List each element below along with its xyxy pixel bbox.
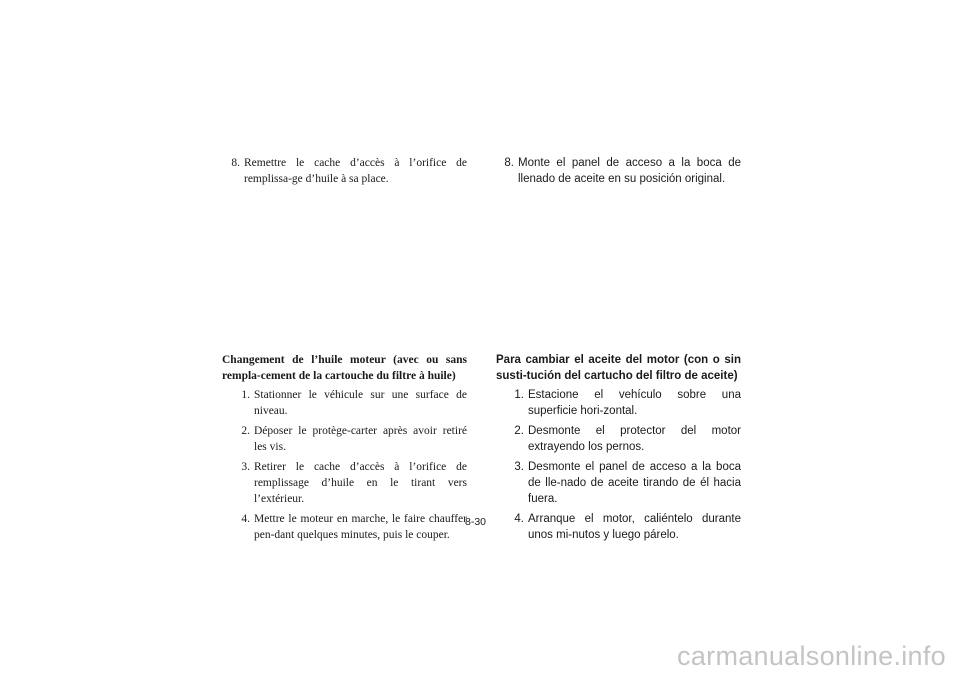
item-number: 4.	[241, 513, 250, 525]
fr-step-8-block	[222, 155, 467, 191]
item-text: Mettre le moteur en marche, le faire chauffer pen-dant quelques minutes, puis le couper.	[254, 513, 467, 541]
list-item	[506, 459, 741, 507]
list-item	[506, 511, 741, 543]
item-number: 1.	[241, 389, 250, 401]
es-oil-change-section	[496, 352, 741, 547]
item-text: Arranque el motor, caliéntelo durante unos mi-nutos y luego párelo.	[528, 513, 741, 541]
steps-list	[222, 387, 467, 543]
section-heading: Para cambiar el aceite del motor (con o sin susti-tución del cartucho del filtro de aceite)	[496, 354, 741, 382]
item-text: Desmonte el protector del motor extrayendo los pernos.	[528, 425, 741, 453]
item-number: 3.	[241, 461, 250, 473]
item-number: 3.	[514, 461, 524, 473]
watermark: carmanualsonline.info	[677, 641, 946, 671]
item-number: 2.	[514, 425, 524, 437]
list-item	[222, 155, 467, 187]
list-item	[496, 155, 741, 187]
item-text: Stationner le véhicule sur une surface de niveau.	[254, 389, 467, 417]
item-text: Retirer le cache d’accès à l’orifice de remplissage d’huile en le tirant vers l’extérieur.	[254, 461, 467, 505]
list-item	[232, 387, 467, 419]
section-heading: Changement de l’huile moteur (avec ou sans rempla-cement de la cartouche du filtre à huile)	[222, 354, 467, 382]
fr-oil-change-section	[222, 352, 467, 547]
item-number: 2.	[241, 425, 250, 437]
es-step-8-block	[496, 155, 741, 191]
item-number: 1.	[514, 389, 524, 401]
item-text: Remettre le cache d’accès à l’orifice de remplissa-ge d’huile à sa place.	[244, 157, 467, 185]
item-text: Déposer le protège-carter après avoir retiré les vis.	[254, 425, 467, 453]
item-text: Monte el panel de acceso a la boca de llenado de aceite en su posición original.	[518, 157, 741, 185]
list-item	[232, 459, 467, 507]
steps-list	[496, 387, 741, 543]
list-item	[232, 511, 467, 543]
item-number: 8.	[504, 157, 514, 169]
list-item	[232, 423, 467, 455]
item-number: 4.	[514, 513, 524, 525]
item-text: Estacione el vehículo sobre una superficie hori-zontal.	[528, 389, 741, 417]
page-number: 8-30	[465, 516, 487, 528]
item-number: 8.	[231, 157, 240, 169]
list-item	[506, 387, 741, 419]
list-item	[506, 423, 741, 455]
item-text: Desmonte el panel de acceso a la boca de lle-nado de aceite tirando de él hacia fuera.	[528, 461, 741, 505]
